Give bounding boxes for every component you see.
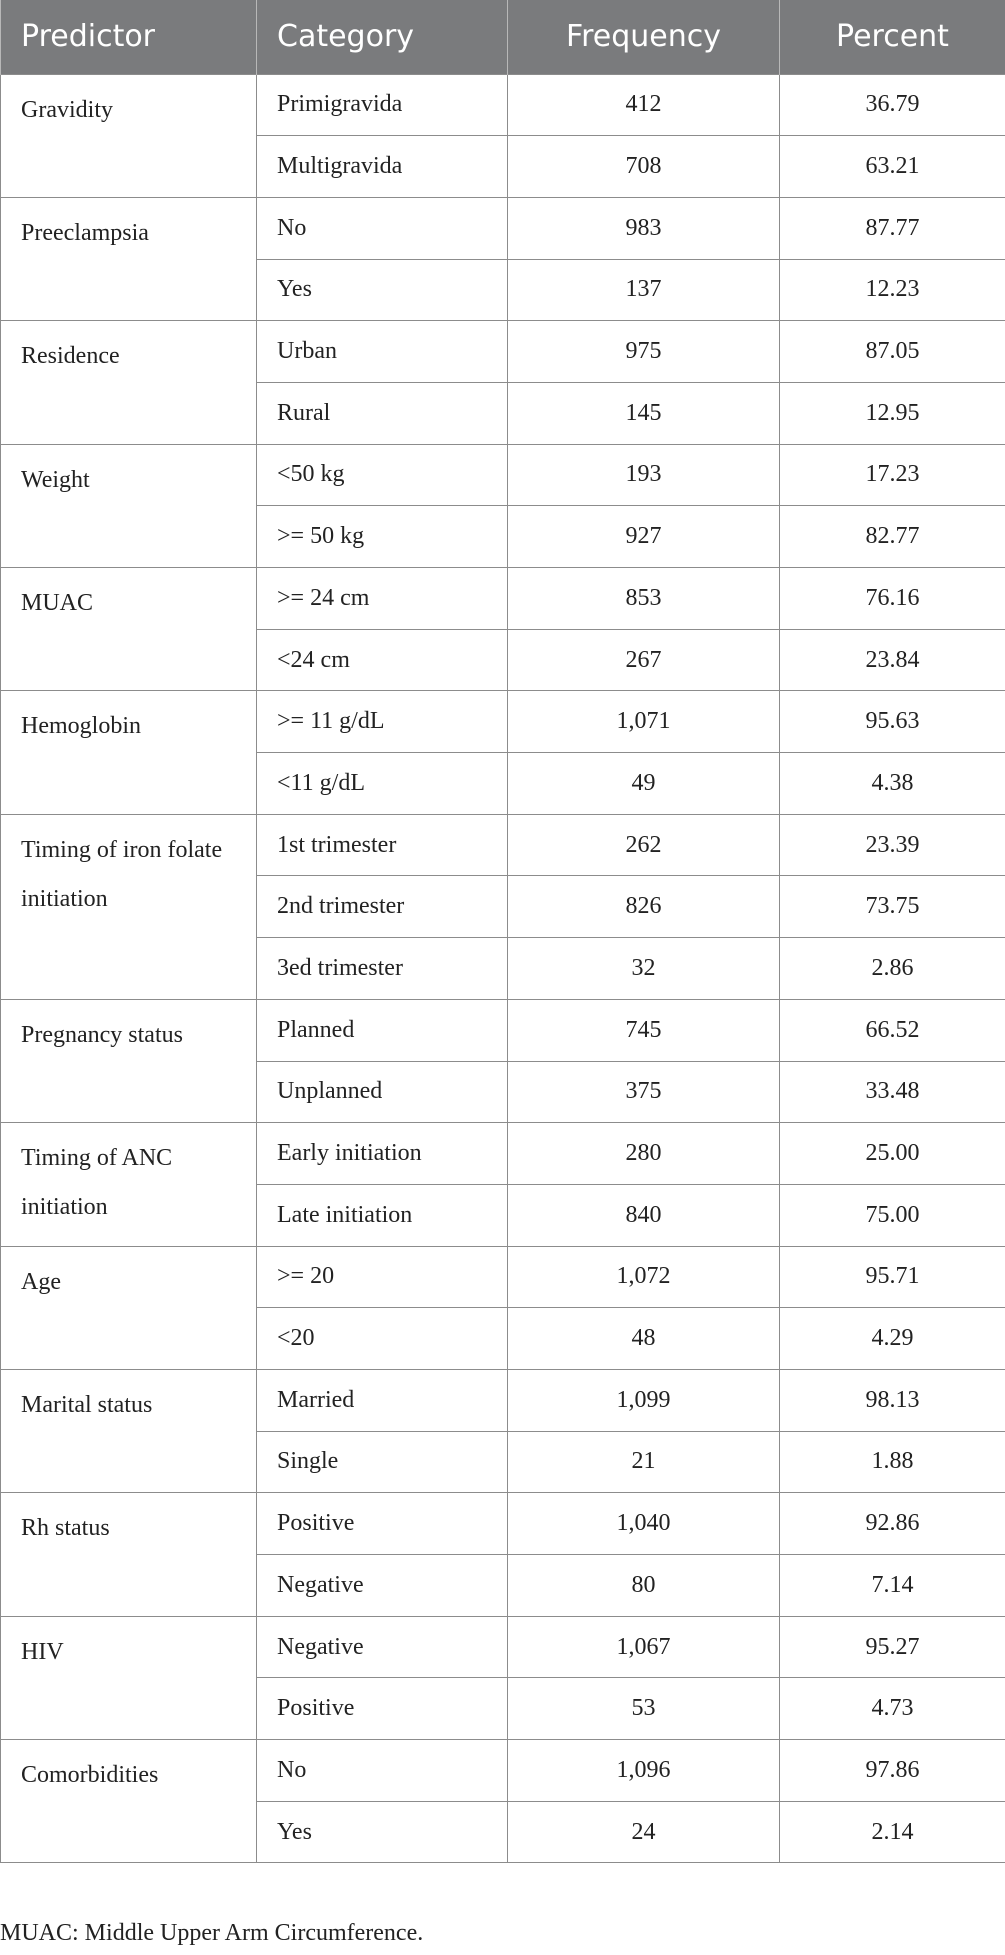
category-cell: Unplanned	[257, 1061, 508, 1123]
percent-cell: 4.38	[780, 753, 1005, 815]
predictor-cell: Pregnancy status	[1, 999, 257, 1122]
frequency-cell: 853	[508, 568, 780, 630]
category-cell: No	[257, 1740, 508, 1802]
percent-cell: 2.86	[780, 938, 1005, 1000]
header-row	[1, 0, 1005, 74]
percent-cell: 17.23	[780, 444, 1005, 506]
percent-cell: 95.27	[780, 1616, 1005, 1678]
predictor-cell: Gravidity	[1, 74, 257, 197]
predictor-cell: Timing of iron folate initiation	[1, 814, 257, 999]
percent-cell: 63.21	[780, 136, 1005, 198]
category-cell: Negative	[257, 1616, 508, 1678]
frequency-cell: 983	[508, 197, 780, 259]
percent-cell: 98.13	[780, 1369, 1005, 1431]
table-body	[1, 74, 1005, 1863]
category-cell: <20	[257, 1308, 508, 1370]
frequency-cell: 975	[508, 321, 780, 383]
frequency-cell: 1,096	[508, 1740, 780, 1802]
category-cell: Late initiation	[257, 1184, 508, 1246]
frequency-cell: 412	[508, 74, 780, 136]
frequency-cell: 48	[508, 1308, 780, 1370]
percent-cell: 73.75	[780, 876, 1005, 938]
table-row	[1, 321, 1005, 383]
category-cell: <50 kg	[257, 444, 508, 506]
table-row	[1, 444, 1005, 506]
category-cell: Rural	[257, 382, 508, 444]
frequency-cell: 1,040	[508, 1493, 780, 1555]
percent-cell: 2.14	[780, 1801, 1005, 1863]
predictor-cell: Age	[1, 1246, 257, 1369]
category-cell: Early initiation	[257, 1123, 508, 1185]
frequency-cell: 708	[508, 136, 780, 198]
percent-cell: 76.16	[780, 568, 1005, 630]
category-cell: >= 11 g/dL	[257, 691, 508, 753]
category-cell: <11 g/dL	[257, 753, 508, 815]
frequency-cell: 1,099	[508, 1369, 780, 1431]
category-cell: Urban	[257, 321, 508, 383]
category-cell: Single	[257, 1431, 508, 1493]
table-row	[1, 1123, 1005, 1185]
category-cell: Positive	[257, 1678, 508, 1740]
category-cell: No	[257, 197, 508, 259]
percent-cell: 4.73	[780, 1678, 1005, 1740]
frequency-cell: 1,071	[508, 691, 780, 753]
percent-cell: 75.00	[780, 1184, 1005, 1246]
frequency-cell: 1,072	[508, 1246, 780, 1308]
percent-cell: 95.63	[780, 691, 1005, 753]
table-row	[1, 1616, 1005, 1678]
predictor-cell: HIV	[1, 1616, 257, 1739]
category-cell: 1st trimester	[257, 814, 508, 876]
percent-cell: 92.86	[780, 1493, 1005, 1555]
category-cell: 3ed trimester	[257, 938, 508, 1000]
header-percent: Percent	[780, 0, 1005, 74]
frequency-cell: 280	[508, 1123, 780, 1185]
frequency-cell: 193	[508, 444, 780, 506]
frequency-cell: 375	[508, 1061, 780, 1123]
frequency-cell: 840	[508, 1184, 780, 1246]
predictor-cell: Residence	[1, 321, 257, 444]
percent-cell: 66.52	[780, 999, 1005, 1061]
predictor-cell: Rh status	[1, 1493, 257, 1616]
category-cell: Primigravida	[257, 74, 508, 136]
predictor-cell: Preeclampsia	[1, 197, 257, 320]
table-row	[1, 1740, 1005, 1802]
predictor-cell: Marital status	[1, 1369, 257, 1492]
percent-cell: 23.39	[780, 814, 1005, 876]
frequency-cell: 49	[508, 753, 780, 815]
category-cell: Married	[257, 1369, 508, 1431]
percent-cell: 87.05	[780, 321, 1005, 383]
percent-cell: 12.23	[780, 259, 1005, 321]
percent-cell: 7.14	[780, 1555, 1005, 1617]
frequency-cell: 24	[508, 1801, 780, 1863]
table-row	[1, 74, 1005, 136]
percent-cell: 4.29	[780, 1308, 1005, 1370]
frequency-cell: 745	[508, 999, 780, 1061]
table-row	[1, 814, 1005, 876]
category-cell: Multigravida	[257, 136, 508, 198]
category-cell: >= 20	[257, 1246, 508, 1308]
table-row	[1, 1493, 1005, 1555]
frequency-cell: 1,067	[508, 1616, 780, 1678]
header-predictor: Predictor	[1, 0, 257, 74]
percent-cell: 82.77	[780, 506, 1005, 568]
percent-cell: 97.86	[780, 1740, 1005, 1802]
percent-cell: 1.88	[780, 1431, 1005, 1493]
table-row	[1, 197, 1005, 259]
predictor-cell: MUAC	[1, 568, 257, 691]
frequency-cell: 137	[508, 259, 780, 321]
header-frequency: Frequency	[508, 0, 780, 74]
category-cell: <24 cm	[257, 629, 508, 691]
percent-cell: 95.71	[780, 1246, 1005, 1308]
frequency-cell: 262	[508, 814, 780, 876]
predictor-cell: Timing of ANC initiation	[1, 1123, 257, 1246]
category-cell: >= 24 cm	[257, 568, 508, 630]
frequency-cell: 826	[508, 876, 780, 938]
category-cell: Planned	[257, 999, 508, 1061]
table-row	[1, 999, 1005, 1061]
frequency-cell: 21	[508, 1431, 780, 1493]
frequency-cell: 53	[508, 1678, 780, 1740]
percent-cell: 25.00	[780, 1123, 1005, 1185]
category-cell: Positive	[257, 1493, 508, 1555]
table-row	[1, 1369, 1005, 1431]
category-cell: >= 50 kg	[257, 506, 508, 568]
table-footnote: MUAC: Middle Upper Arm Circumference.	[0, 1920, 424, 1946]
frequency-cell: 145	[508, 382, 780, 444]
frequency-cell: 32	[508, 938, 780, 1000]
table-row	[1, 1246, 1005, 1308]
percent-cell: 36.79	[780, 74, 1005, 136]
percent-cell: 23.84	[780, 629, 1005, 691]
frequency-cell: 927	[508, 506, 780, 568]
category-cell: Yes	[257, 1801, 508, 1863]
predictor-cell: Weight	[1, 444, 257, 567]
category-cell: Negative	[257, 1555, 508, 1617]
category-cell: Yes	[257, 259, 508, 321]
percent-cell: 87.77	[780, 197, 1005, 259]
frequency-cell: 80	[508, 1555, 780, 1617]
percent-cell: 33.48	[780, 1061, 1005, 1123]
predictor-cell: Hemoglobin	[1, 691, 257, 814]
percent-cell: 12.95	[780, 382, 1005, 444]
table-row	[1, 691, 1005, 753]
frequency-cell: 267	[508, 629, 780, 691]
header-category: Category	[257, 0, 508, 74]
category-cell: 2nd trimester	[257, 876, 508, 938]
table-row	[1, 568, 1005, 630]
predictor-cell: Comorbidities	[1, 1740, 257, 1863]
